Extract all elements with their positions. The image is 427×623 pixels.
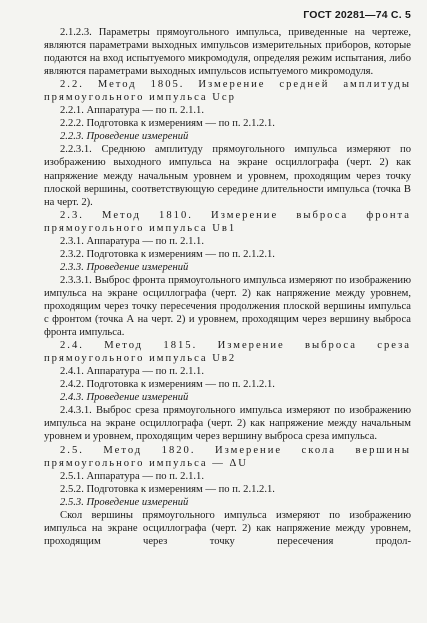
paragraph-p8: 2.3.1. Аппаратура — по п. 2.1.1. — [60, 235, 204, 247]
paragraph-p18: 2.5.1. Аппаратура — по п. 2.1.1. — [60, 470, 204, 482]
paragraph-p19: 2.5.2. Подготовка к измерениям — по п. 2.1.2.1. — [60, 483, 275, 495]
document-body — [44, 26, 411, 548]
paragraph-p4: 2.2.2. Подготовка к измерениям — по п. 2.1.2.1. — [60, 118, 275, 130]
paragraph-p15: 2.4.3. Проведение измерений — [60, 392, 189, 404]
page-header: ГОСТ 20281—74 С. 5 — [303, 9, 411, 21]
paragraph-p11: 2.3.3.1. Выброс фронта прямоугольного импульса измеряют по изображению импульса на экране осциллографа (черт. 2) как напряжение между уровнем, проходящим через точку пересечения продолжения плоской вершины импульса с фронтом (точка А на черт. 2) и уровнем, проходящим через вершину выброса фронта импульса. — [44, 274, 411, 339]
paragraph-p14: 2.4.2. Подготовка к измерениям — по п. 2.1.2.1. — [60, 379, 275, 391]
paragraph-p21: Скол вершины прямоугольного импульса измеряют по изображению импульса на экране осциллографа (черт. 2) как напряжение между уровнем, проходящим через точку пересечения продол- — [44, 509, 411, 547]
paragraph-p2: 2.2. Метод 1805. Измерение средней амплитуды прямоугольного импульса Uср — [44, 79, 411, 104]
paragraph-p6: 2.2.3.1. Среднюю амплитуду прямоугольного импульса измеряют по изображению выходного импульса на экране осциллографа (черт. 2) как напряжение между начальным уровнем и уровнем, проходящим через точку плоской вершины, соответствующую середине длительности импульса (точка В на черт. 2). — [44, 144, 411, 208]
paragraph-p10: 2.3.3. Проведение измерений — [60, 261, 189, 273]
paragraph-p13: 2.4.1. Аппаратура — по п. 2.1.1. — [60, 366, 204, 378]
paragraph-p1: 2.1.2.3. Параметры прямоугольного импульса, приведенные на чертеже, являются параметрами выходных импульсов измерительных приборов, которые подаются на вход испытуемого микромодуля, определяя режим испытания, либо являются параметрами выходных импульсов испытуемого микромодуля. — [44, 27, 411, 78]
paragraph-p12: 2.4. Метод 1815. Измерение выброса среза прямоугольного импульса Uв2 — [44, 340, 411, 365]
paragraph-p7: 2.3. Метод 1810. Измерение выброса фронта прямоугольного импульса Uв1 — [44, 209, 411, 234]
paragraph-p3: 2.2.1. Аппаратура — по п. 2.1.1. — [60, 105, 204, 117]
paragraph-p5: 2.2.3. Проведение измерений — [60, 131, 189, 143]
paragraph-p17: 2.5. Метод 1820. Измерение скола вершины прямоугольного импульса — ΔU — [44, 444, 411, 469]
paragraph-p20: 2.5.3. Проведение измерений — [60, 496, 189, 508]
paragraph-p16: 2.4.3.1. Выброс среза прямоугольного импульса измеряют по изображению импульса на экране осциллографа (черт. 2) как напряжение между начальным уровнем и уровнем, проходящим через вершину выброса среза импульса. — [44, 405, 411, 443]
paragraph-p9: 2.3.2. Подготовка к измерениям — по п. 2.1.2.1. — [60, 248, 275, 260]
